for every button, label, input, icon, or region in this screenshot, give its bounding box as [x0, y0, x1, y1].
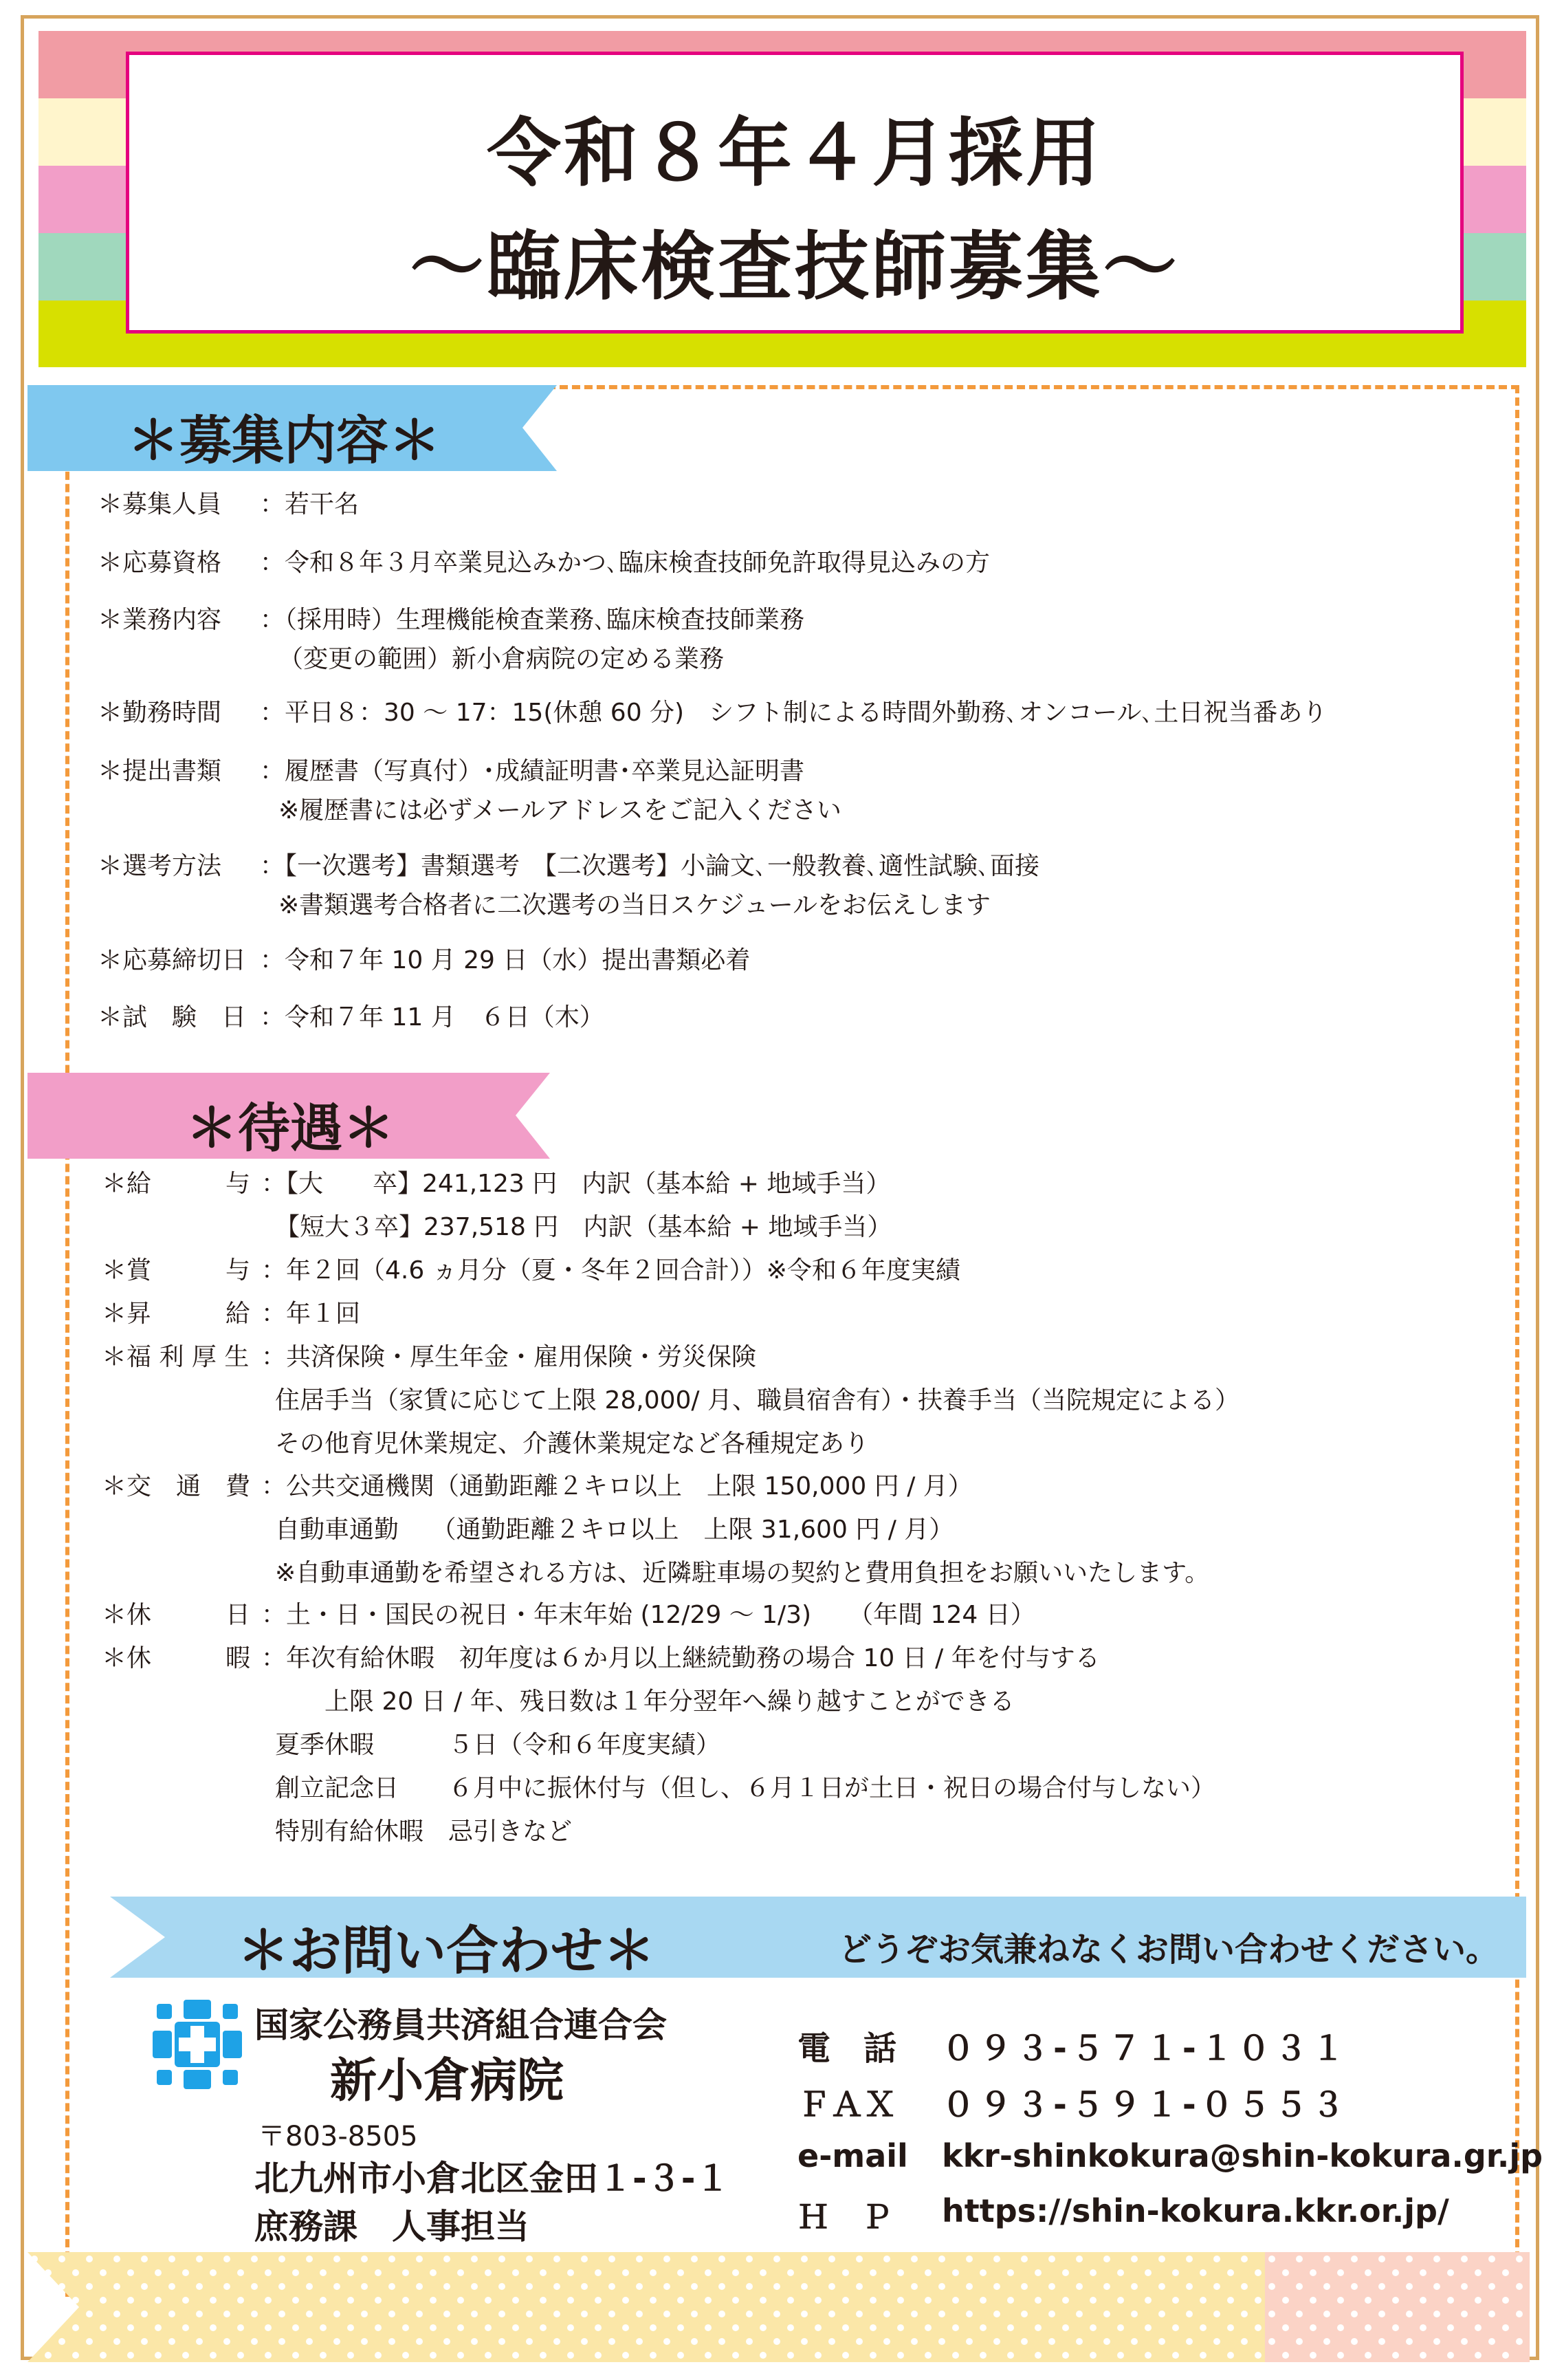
item-value-line: 特別有給休暇 忌引きなど: [275, 1817, 573, 1846]
contact-message: どうぞお気兼ねなくお問い合わせください。: [839, 1930, 1499, 1969]
department: 庶務課 人事担当: [254, 2207, 529, 2247]
benefits-heading: ＊待遇＊: [186, 1098, 395, 1159]
item-label: ＊休 日: [102, 1601, 251, 1629]
fax-label: ＦＡＸ: [797, 2086, 897, 2124]
tel-label: 電 話: [797, 2029, 897, 2068]
contact-heading: ＊お問い合わせ＊: [237, 1920, 655, 1981]
item-value-line: ：若干名: [260, 490, 360, 518]
page-title: 令和８年４月採用: [486, 111, 1103, 197]
item-label: ＊選考方法: [98, 852, 222, 880]
item-value-line: 創立記念日 ６月中に振休付与（但し、６月１日が土日・祝日の場合付与しない）: [275, 1774, 1216, 1802]
contact-heading-ribbon: [110, 1897, 1526, 1981]
item-label: ＊勤務時間: [98, 699, 222, 727]
item-value-line: ※自動車通勤を希望される方は、近隣駐車場の契約と費用負担をお願いいたします。: [275, 1559, 1210, 1587]
item-value-line: ：年２回（4.6 ヵ月分（夏・冬年２回合計））※令和６年度実績: [261, 1256, 960, 1285]
hospital-name: 新小倉病院: [330, 2054, 564, 2108]
item-label: ＊募集人員: [98, 490, 222, 518]
bottom-dot-ribbon: [27, 2252, 1530, 2362]
item-value-line: ：令和７年 11 月 ６日（木）: [260, 1003, 604, 1031]
item-value-line: ※書類選考合格者に二次選考の当日スケジュールをお伝えします: [278, 891, 991, 919]
item-value-line: ：土・日・国民の祝日・年末年始 (12/29 〜 1/3) （年間 124 日）: [261, 1601, 1035, 1629]
email-label: e-mail: [797, 2137, 908, 2174]
hp-link[interactable]: https://shin-kokura.kkr.or.jp/: [942, 2192, 1449, 2229]
item-label: ＊業務内容: [98, 606, 222, 634]
item-value-line: ：年次有給休暇 初年度は６か月以上継続勤務の場合 10 日 / 年を付与する: [261, 1644, 1100, 1672]
item-value-line: ：履歴書（写真付）･成績証明書･卒業見込証明書: [260, 757, 805, 785]
fax-number: ０９３-５９１-０５５３: [942, 2086, 1349, 2124]
item-label: ＊試 験 日: [98, 1003, 247, 1031]
item-value-line: 上限 20 日 / 年、残日数は１年分翌年へ繰り越すことができる: [275, 1688, 1015, 1716]
recruit-heading-ribbon: [27, 385, 557, 471]
item-value-line: ：令和７年 10 月 29 日（水）提出書類必着: [260, 946, 751, 974]
benefits-heading-ribbon: [27, 1073, 550, 1159]
item-value-line: ：年１回: [261, 1300, 361, 1328]
hp-label: Ｈ Ｐ: [797, 2198, 892, 2236]
item-value-line: ：公共交通機関（通勤距離２キロ以上 上限 150,000 円 / 月）: [261, 1472, 973, 1500]
item-label: ＊応募資格: [98, 549, 222, 577]
item-label: ＊交 通 費: [102, 1472, 251, 1500]
item-value-line: 夏季休暇 ５日（令和６年度実績）: [275, 1731, 721, 1759]
org-name: 国家公務員共済組合連合会: [254, 2005, 667, 2045]
item-value-line: 【短大３卒】237,518 円 内訳（基本給 + 地域手当）: [275, 1213, 892, 1241]
item-value-line: ：【大 卒】241,123 円 内訳（基本給 + 地域手当）: [261, 1170, 891, 1198]
item-value-line: 住居手当（家賃に応じて上限 28,000/ 月、職員宿舎有）・扶養手当（当院規定による）: [275, 1386, 1240, 1415]
item-value-line: （変更の範囲）新小倉病院の定める業務: [278, 645, 725, 673]
recruit-heading: ＊募集内容＊: [127, 410, 441, 471]
hospital-cross-logo-icon: [153, 2000, 242, 2089]
item-value-line: その他育児休業規定、介護休業規定など各種規定あり: [275, 1430, 870, 1458]
item-label: ＊福 利 厚 生: [102, 1343, 250, 1371]
item-label: ＊休 暇: [102, 1644, 251, 1672]
item-label: ＊賞 与: [102, 1256, 251, 1285]
item-label: ＊給 与: [102, 1170, 251, 1198]
item-value-line: ※履歴書には必ずメールアドレスをご記入ください: [278, 796, 841, 825]
item-value-line: 自動車通勤 （通勤距離２キロ以上 上限 31,600 円 / 月）: [275, 1516, 954, 1544]
email-link[interactable]: kkr-shinkokura@shin-kokura.gr.jp: [942, 2137, 1543, 2174]
item-label: ＊昇 給: [102, 1300, 251, 1328]
page-subtitle: 〜臨床検査技師募集〜: [409, 224, 1180, 310]
item-value-line: ：令和８年３月卒業見込みかつ､臨床検査技師免許取得見込みの方: [260, 549, 991, 577]
postal-code: 〒803-8505: [258, 2121, 418, 2152]
title-box: [126, 52, 1464, 334]
item-value-line: ：共済保険・厚生年金・雇用保険・労災保険: [261, 1343, 757, 1371]
tel-number[interactable]: ０９３-５７１-１０３１: [942, 2029, 1349, 2068]
address: 北九州市小倉北区金田１-３-１: [254, 2159, 730, 2198]
item-value-line: ：（採用時）生理機能検査業務､臨床検査技師業務: [260, 606, 805, 634]
item-value-line: ：平日８：30 〜 17：15(休憩 60 分) シフト制による時間外勤務､オンコール､土日祝当番あり: [260, 699, 1328, 727]
item-label: ＊提出書類: [98, 757, 222, 785]
item-label: ＊応募締切日: [98, 946, 247, 974]
item-value-line: ：【一次選考】書類選考 【二次選考】小論文､一般教養､適性試験､面接: [260, 852, 1040, 880]
